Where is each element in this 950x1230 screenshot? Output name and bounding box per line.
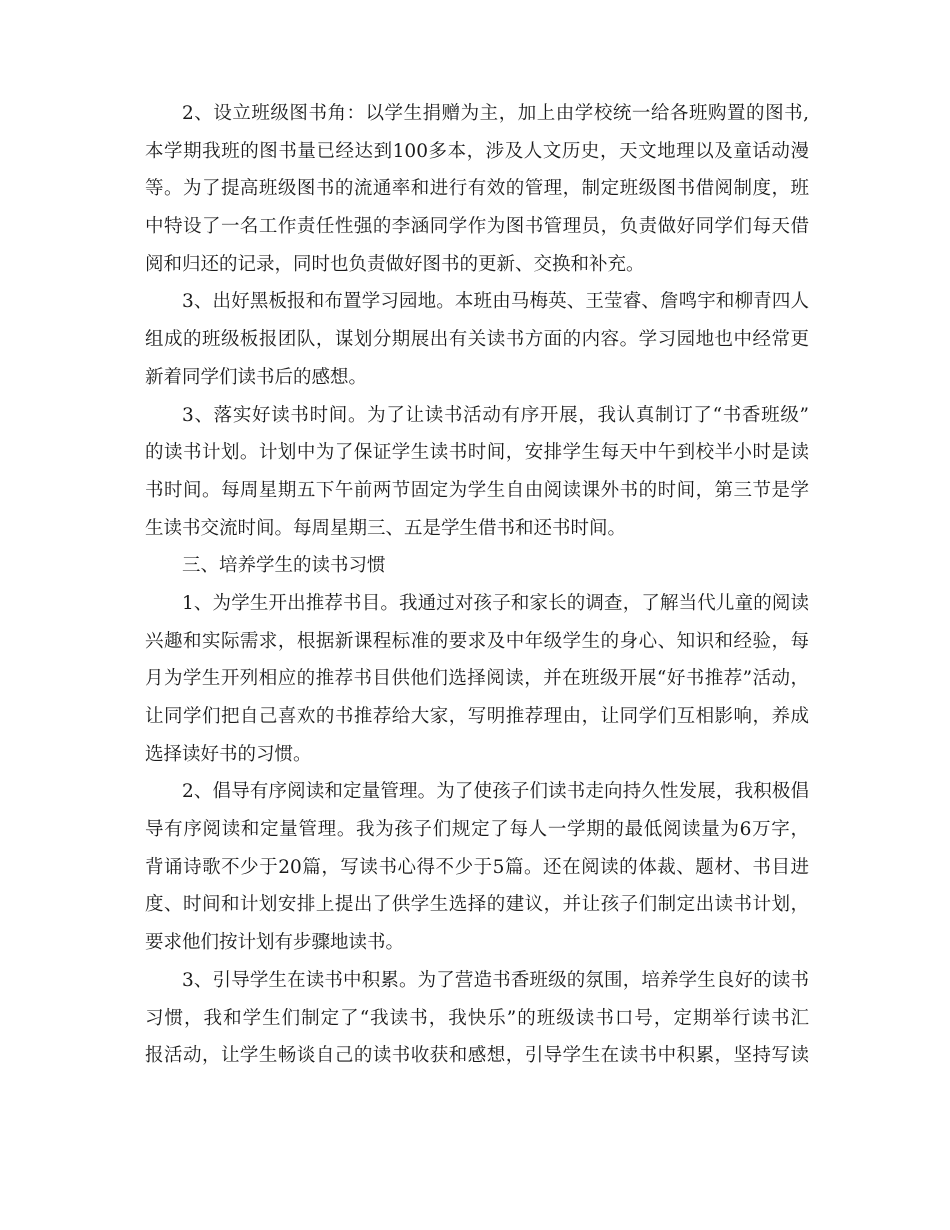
- text-line: 等。为了提高班级图书的流通率和进行有效的管理，制定班级图书借阅制度，班: [145, 178, 809, 200]
- paragraph: [145, 585, 809, 773]
- text-line: 习惯，我和学生们制定了“我读书，我快乐”的班级读书口号，定期举行读书汇: [145, 1007, 809, 1029]
- paragraph: [145, 962, 809, 1075]
- text-line: 2、设立班级图书角：以学生捐赠为主，加上由学校统一给各班购置的图书,: [182, 103, 809, 124]
- text-line: 3、出好黑板报和布置学习园地。本班由马梅英、王莹睿、詹鸣宇和柳青四人: [182, 291, 809, 313]
- text-line: 报活动，让学生畅谈自己的读书收获和感想，引导学生在读书中积累，坚持写读: [145, 1045, 809, 1067]
- text-line: 兴趣和实际需求，根据新课程标准的要求及中年级学生的身心、知识和经验，每: [145, 630, 809, 652]
- text-line: 三、培养学生的读书习惯: [182, 555, 386, 577]
- text-line: 书时间。每周星期五下午前两节固定为学生自由阅读课外书的时间，第三节是学: [145, 479, 809, 501]
- paragraph: [145, 95, 809, 283]
- text-line: 的读书计划。计划中为了保证学生读书时间，安排学生每天中午到校半小时是读: [145, 442, 809, 464]
- text-line: 导有序阅读和定量管理。我为孩子们规定了每人一学期的最低阅读量为6万字，: [145, 819, 809, 841]
- text-line: 让同学们把自己喜欢的书推荐给大家，写明推荐理由，让同学们互相影响，养成: [145, 706, 809, 727]
- text-line: 生读书交流时间。每周星期三、五是学生借书和还书时间。: [145, 517, 627, 539]
- paragraph: [145, 283, 809, 396]
- text-line: 3、落实好读书时间。为了让读书活动有序开展，我认真制订了“书香班级”: [182, 404, 809, 426]
- text-line: 组成的班级板报团队，谋划分期展出有关读书方面的内容。学习园地也中经常更: [145, 329, 809, 351]
- text-line: 中特设了一名工作责任性强的李涵同学作为图书管理员，负责做好同学们每天借: [145, 216, 809, 238]
- text-line: 选择读好书的习惯。: [145, 743, 312, 765]
- text-line: 本学期我班的图书量已经达到100多本，涉及人文历史，天文地理以及童话动漫: [145, 140, 809, 162]
- paragraph: [145, 547, 809, 585]
- paragraph: [145, 773, 809, 961]
- text-line: 3、引导学生在读书中积累。为了营造书香班级的氛围，培养学生良好的读书: [182, 969, 809, 991]
- text-line: 阅和归还的记录，同时也负责做好图书的更新、交换和补充。: [145, 253, 645, 275]
- text-line: 度、时间和计划安排上提出了供学生选择的建议，并让孩子们制定出读书计划，: [145, 894, 809, 916]
- text-line: 月为学生开列相应的推荐书目供他们选择阅读，并在班级开展“好书推荐”活动，: [145, 668, 809, 690]
- text-line: 2、倡导有序阅读和定量管理。为了使孩子们读书走向持久性发展，我积极倡: [182, 781, 809, 803]
- text-line: 新着同学们读书后的感想。: [145, 366, 368, 388]
- text-line: 要求他们按计划有步骤地读书。: [145, 932, 405, 954]
- text-line: 1、为学生开出推荐书目。我通过对孩子和家长的调查，了解当代儿童的阅读: [182, 592, 809, 614]
- document-body: [145, 95, 809, 1075]
- paragraph: [145, 397, 809, 548]
- text-line: 背诵诗歌不少于20篇，写读书心得不少于5篇。还在阅读的体裁、题材、书目进: [145, 856, 809, 878]
